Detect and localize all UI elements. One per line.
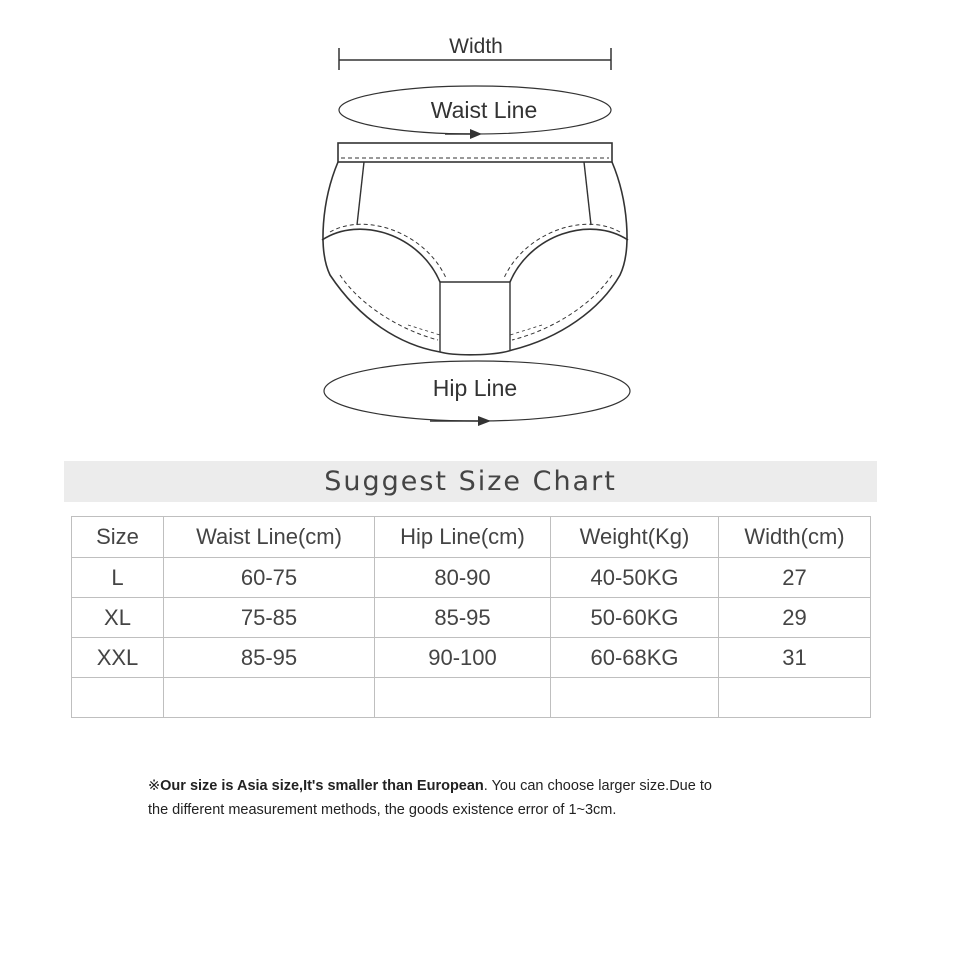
table-cell (719, 678, 871, 718)
table-row (72, 638, 871, 678)
header-width: Width(cm) (719, 517, 871, 558)
table-cell (375, 678, 551, 718)
note-line-1 (148, 774, 828, 798)
waist-label: Waist Line (430, 97, 538, 123)
table-cell (164, 678, 375, 718)
hip-indicator (324, 361, 630, 426)
header-size: Size (72, 517, 164, 558)
table-cell: 85-95 (164, 638, 375, 678)
table-cell: 31 (719, 638, 871, 678)
table-cell: XXL (72, 638, 164, 678)
header-weight: Weight(Kg) (551, 517, 719, 558)
note-bold-text: Our size is Asia size,It's smaller than European (160, 778, 484, 794)
table-cell: 27 (719, 558, 871, 598)
table-cell (551, 678, 719, 718)
note-mark: ※ (148, 778, 161, 794)
header-waist: Waist Line(cm) (164, 517, 375, 558)
table-cell (72, 678, 164, 718)
size-chart-banner (64, 461, 877, 502)
table-cell: 60-68KG (551, 638, 719, 678)
table-cell: 85-95 (375, 598, 551, 638)
note-normal-text: . You can choose larger size.Due to (483, 778, 712, 794)
table-header-row (72, 517, 871, 558)
briefs-measurement-diagram (0, 0, 960, 460)
table-cell: XL (72, 598, 164, 638)
table-cell: L (72, 558, 164, 598)
table-row (72, 598, 871, 638)
table-cell: 29 (719, 598, 871, 638)
size-chart-title: Suggest Size Chart (324, 466, 617, 497)
size-chart-table (71, 516, 871, 718)
table-cell: 75-85 (164, 598, 375, 638)
table-row-empty (72, 678, 871, 718)
note-line-2: the different measurement methods, the goods existence error of 1~3cm. (148, 802, 617, 818)
table-row (72, 558, 871, 598)
table-cell: 90-100 (375, 638, 551, 678)
table-cell: 80-90 (375, 558, 551, 598)
width-indicator (339, 35, 611, 70)
briefs-outline (322, 143, 628, 355)
width-label: Width (449, 35, 503, 58)
size-note (148, 774, 828, 822)
hip-label: Hip Line (432, 375, 518, 401)
waist-indicator (339, 86, 611, 139)
table-cell: 50-60KG (551, 598, 719, 638)
table-cell: 40-50KG (551, 558, 719, 598)
header-hip: Hip Line(cm) (375, 517, 551, 558)
table-cell: 60-75 (164, 558, 375, 598)
